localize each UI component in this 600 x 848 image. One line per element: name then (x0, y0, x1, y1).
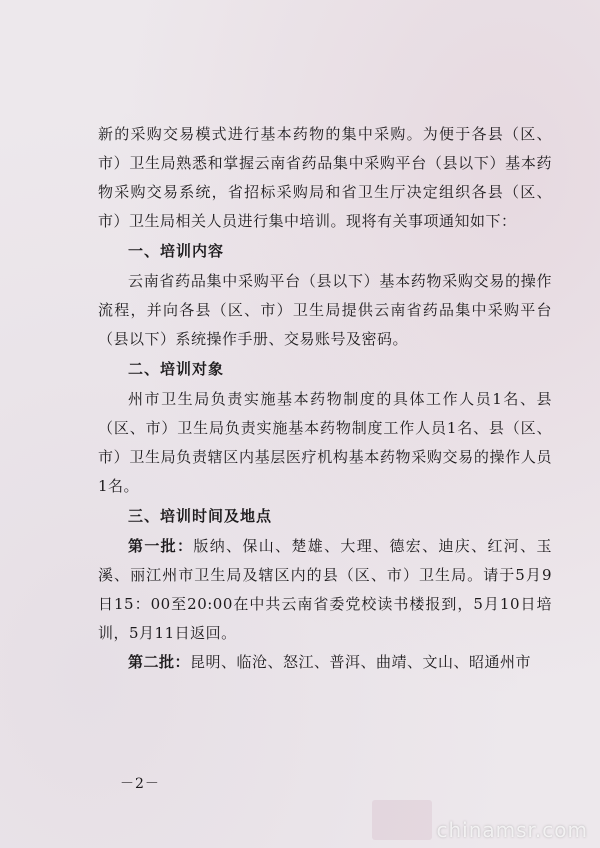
batch-2-label: 第二批： (128, 653, 191, 671)
batch-2-body: 昆明、临沧、怒江、普洱、曲靖、文山、昭通州市 (190, 653, 532, 671)
batch-1-body: 版纳、保山、楚雄、大理、德宏、迪庆、红河、玉溪、丽江州市卫生局及辖区内的县（区、市）卫生局。请于5月9日15：00至20:00在中共云南省委党校读书楼报到，5月10日培训，5月11日返回。 (98, 537, 552, 642)
stamp-shadow (372, 800, 432, 840)
batch-2-paragraph (98, 648, 552, 677)
section-2-heading: 二、培训对象 (128, 360, 225, 378)
section-1-body: 云南省药品集中采购平台（县以下）基本药物采购交易的操作流程，并向各县（区、市）卫生局提供云南省药品集中采购平台（县以下）系统操作手册、交易账号及密码。 (98, 272, 552, 348)
intro-paragraph: 新的采购交易模式进行基本药物的集中采购。为便于各县（区、市）卫生局熟悉和掌握云南省药品集中采购平台（县以下）基本药物采购交易系统，省招标采购局和省卫生厅决定组织各县（区、市）卫生局相关人员进行集中培训。现将有关事项通知如下： (98, 125, 552, 230)
document-body (98, 120, 552, 677)
section-3-heading: 三、培训时间及地点 (128, 507, 273, 525)
page-number: －2－ (120, 776, 160, 792)
section-2-body: 州市卫生局负责实施基本药物制度的具体工作人员1名、县（区、市）卫生局负责实施基本药物制度工作人员1名、县（区、市）卫生局负责辖区内基层医疗机构基本药物采购交易的操作人员1名。 (98, 390, 552, 495)
batch-1-label: 第一批： (128, 537, 194, 555)
site-watermark: chinamsr.com (436, 818, 588, 842)
batch-1-paragraph (98, 532, 552, 648)
section-1-heading: 一、培训内容 (128, 242, 225, 260)
